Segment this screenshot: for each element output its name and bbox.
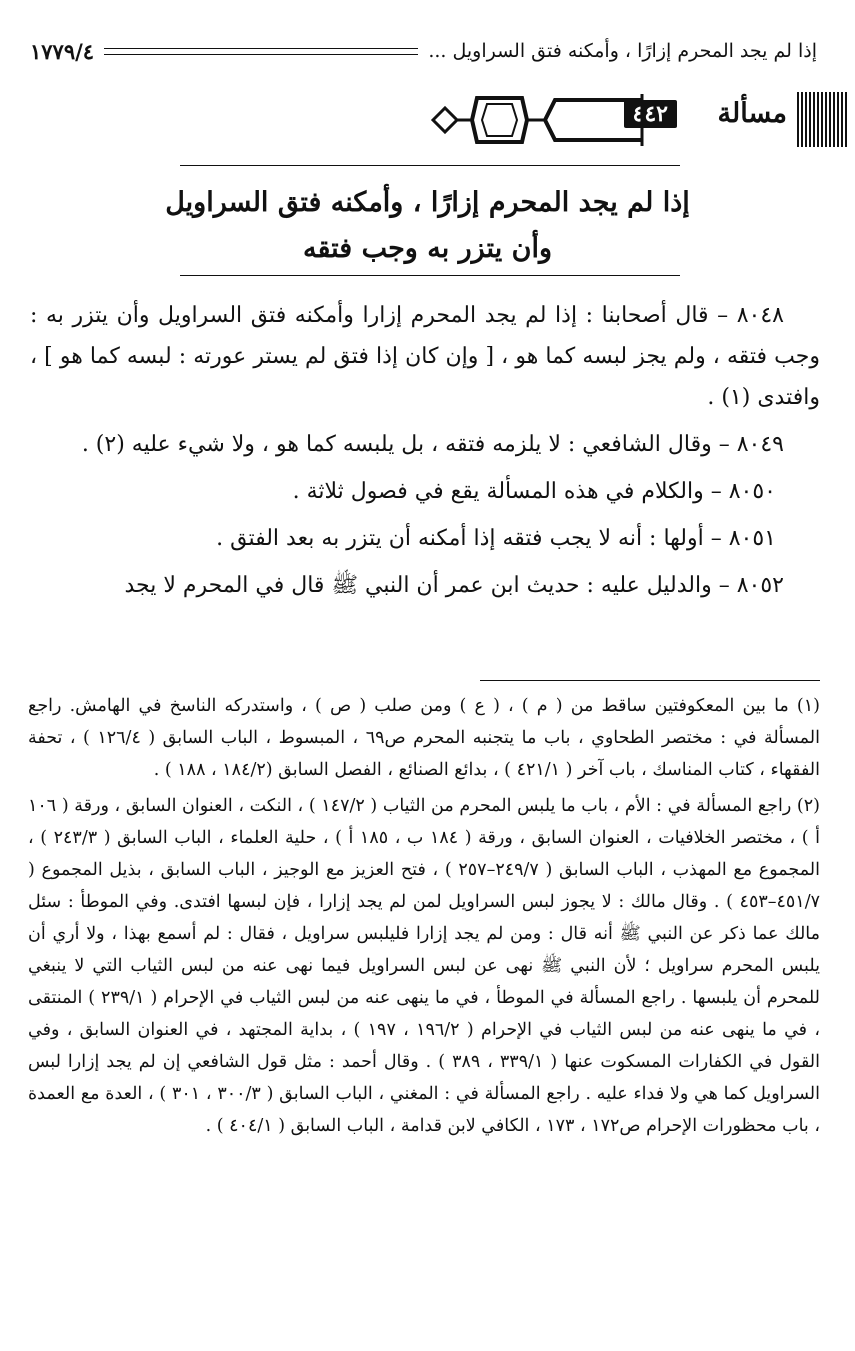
paragraph: ٨٠٥٠ – والكلام في هذه المسألة يقع في فصول ثلاثة . [292,479,776,504]
running-header-rule [104,48,418,55]
paragraph: ٨٠٤٨ – قال أصحابنا : إذا لم يجد المحرم إزارا وأمكنه فتق السراويل وأن يتزر به : وجب فتقه ، ولم يجز لبسه كما هو ، [ وإن كان إذا فتق لم يستر عورته : لبسه كما هو ] ، وافتدى (١) . [30,303,820,410]
footnotes [28,690,820,1146]
star-ornament-icon [427,90,647,150]
paragraph: ٨٠٤٩ – وقال الشافعي : لا يلزمه فتقه ، بل يلبسه كما هو ، ولا شيء عليه (٢) . [81,432,784,457]
running-header-title: إذا لم يجد المحرم إزارًا ، وأمكنه فتق السراويل ... [428,40,817,62]
title-bottom-rule [180,275,680,276]
running-header-page-number: ١٧٧٩/٤ [30,38,95,64]
title-top-rule [180,165,680,166]
chapter-title [60,180,795,272]
masala-label: مسألة [717,98,787,129]
footnote: (٢) راجع المسألة في : الأم ، باب ما يلبس المحرم من الثياب ( ١٤٧/٢ ) ، النكت ، العنوان السابق ، ورقة ( ١٠٦ أ ) ، مختصر الخلافيات ، العنوان السابق ، ورقة ( ١٨٤ ب ، ١٨٥ أ ) ، حلية العلماء ، الباب السابق ( ٢٤٣/٣ ) ، المجموع مع المهذب ، الباب السابق ( ٢٤٩/٧–٢٥٧ ) ، فتح العزيز مع الوجيز ، الباب السابق ، بذيل المجموع ( ٤٥١/٧–٤٥٣ ) . وقال مالك : لا يجوز لبس السراويل لمن لم يجد إزارا ، فإن لبسها افتدى. وفي الموطأ : سئل مالك عما ذكر عن النبي ﷺ أنه قال : ومن لم يجد إزارا فليلبس سراويل ، فقال : لم أسمع بهذا ، ولا أري أن يلبس المحرم سراويل ؛ لأن النبي ﷺ نهى عن لبس السراويل فيما نهى عنه من لبس الثياب التي لا ينبغي للمحرم أن يلبسها . راجع المسألة في الموطأ ، في ما ينهى عنه من لبس الثياب في الإحرام ( ٢٣٩/١ ) المنتقى ، في ما ينهى عنه من لبس الثياب في الإحرام ( ١٩٦/٢ ، ١٩٧ ) ، بداية المجتهد ، في العنوان السابق ، وفي القول في الكفارات المسكوت عنها ( ٣٣٩/١ ، ٣٨٩ ) . وقال أحمد : مثل قول الشافعي إن لم يجد إزارا لبس السراويل كما هي ولا فداء عليه . راجع المسألة في : المغني ، الباب السابق ( ٣٠٠/٣ ، ٣٠١ ) ، العدة مع العمدة ، باب محظورات الإحرام ص١٧٢ ، ١٧٣ ، الكافي لابن قدامة ، الباب السابق ( ٤٠٤/١ ) . [28,796,821,1136]
paragraph: ٨٠٥٢ – والدليل عليه : حديث ابن عمر أن النبي ﷺ قال في المحرم لا يجد [124,573,784,598]
masala-number: ٤٤٢ [624,100,677,128]
running-header [30,36,817,66]
paragraph: ٨٠٥١ – أولها : أنه لا يجب فتقه إذا أمكنه أن يتزر به بعد الفتق . [216,526,776,551]
footnote-separator [480,680,820,681]
main-text [30,295,820,612]
footnote: (١) ما بين المعكوفتين ساقط من ( م ) ، ( ع ) ومن صلب ( ص ) ، واستدركه الناسخ في الهامش. راجع المسألة في : مختصر الطحاوي ، باب ما يتجنبه المحرم ص٦٩ ، المبسوط ، الباب السابق ( ١٢٦/٤ ) ، تحفة الفقهاء ، كتاب المناسك ، باب آخر ( ٤٢١/١ ) ، بدائع الصنائع ، الفصل السابق (١٨٤/٢ ، ١٨٨ ) . [28,696,820,780]
barcode-ornament [797,92,847,147]
chapter-title-line-2: وأن يتزر به وجب فتقه [303,233,552,264]
masala-heading [427,90,847,152]
chapter-title-line-1: إذا لم يجد المحرم إزارًا ، وأمكنه فتق السراويل [165,187,690,218]
